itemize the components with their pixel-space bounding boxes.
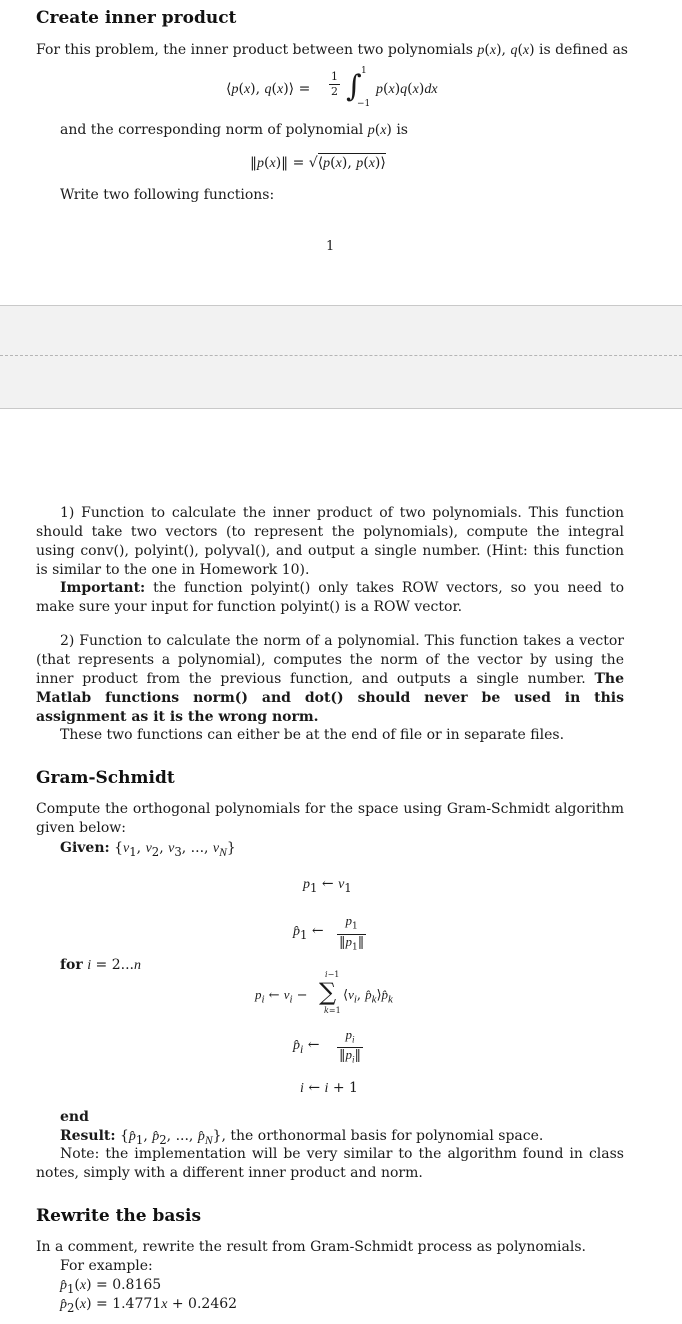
page-number: 1 (326, 239, 335, 254)
implementation-note: Note: the implementation will be very similar to the algorithm found in class notes, simply with a different inner product and norm. (36, 1146, 624, 1181)
section-title-gram-schmidt: Gram-Schmidt (36, 768, 175, 788)
section-title-rewrite-basis: Rewrite the basis (36, 1206, 202, 1226)
rewrite-intro: In a comment, rewrite the result from Gram-Schmidt process as polynomials. (36, 1239, 586, 1255)
norm-intro: and the corresponding norm of polynomial p(x) is (60, 122, 408, 138)
norm-formula: ‖p(x)‖ = √⟨p(x), p(x)⟩ (250, 155, 386, 171)
inner-product-formula: ⟨p(x), q(x)⟩ = $\frac{1}{2}$ ∫ 1 −1 p(x)q(x)dx (226, 66, 438, 109)
algo-step-increment: i ← i + 1 (300, 1080, 358, 1096)
page-break-line (0, 355, 682, 356)
end-label: end (60, 1109, 89, 1125)
files-note: These two functions can either be at the end of file or in separate files. (60, 727, 565, 743)
example-2: $p̂_2(x) = 1.4771x + 0.2462$ (60, 1296, 238, 1315)
function-item-1: 1) Function to calculate the inner product of two polynomials. This function should take two vectors (to represent the polynomials), compute the integral using conv(), polyint(), polyval(), and output a single number. (Hint: this function is similar to the one in Homework 10). (36, 505, 624, 578)
inner-product-intro: For this problem, the inner product between two polynomials p(x), q(x) is defined as (36, 42, 628, 58)
page-break-gap (0, 305, 682, 409)
section-title-inner-product: Create inner product (36, 8, 237, 28)
example-label: For example: (60, 1258, 153, 1274)
result-line: Result: {$p̂_1$, $p̂_2$, ..., $p̂_N$}, the orthonormal basis for polynomial space. (60, 1128, 544, 1147)
algo-step-pi: $p_i$ ← $v_i$ − i−1 ∑ k=1 $⟨v_i$, $p̂_k⟩p̂_k$ (255, 970, 393, 1015)
example-1: $p̂_1(x) = 0.8165$ (60, 1277, 162, 1296)
for-loop-line: for i = 2...n (60, 957, 141, 973)
algo-step-p1: $p_1$ ← $v_1$ (303, 876, 352, 895)
given-line: Given: {$v_1$, $v_2$, $v_3$, ..., $v_N$} (60, 840, 236, 859)
important-note: Important: the function polyint() only takes ROW vectors, so you need to make sure your input for function polyint() is a ROW vector. (36, 580, 624, 615)
write-two-functions: Write two following functions: (60, 187, 275, 203)
gram-schmidt-intro: Compute the orthogonal polynomials for the space using Gram-Schmidt algorithm given below: (36, 801, 624, 836)
function-item-2: 2) Function to calculate the norm of a polynomial. This function takes a vector (that represents a polynomial), computes the norm of the vector by using the inner product from the previous function, and outputs a single number. The Matlab functions norm() and dot() should never be used in this assignment as it is the wrong norm. (36, 633, 624, 725)
